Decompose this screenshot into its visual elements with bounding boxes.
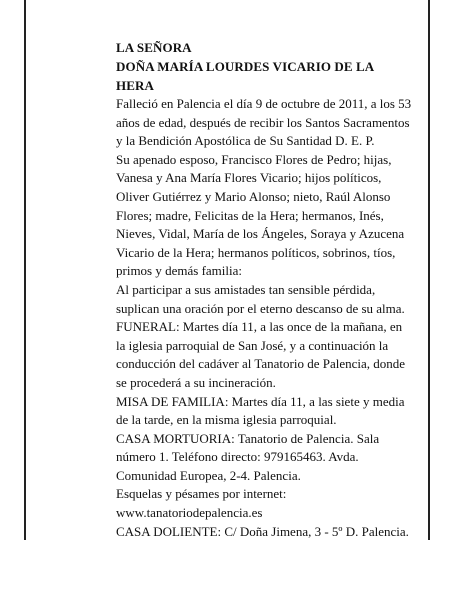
mortuary-details: CASA MORTUORIA: Tanatorio de Palencia. Sala número 1. Teléfono directo: 979165463. Avda. Comunidad Europea, 2-4. Palencia. (116, 430, 380, 483)
obituary-notice (116, 38, 412, 541)
family-mass-details: MISA DE FAMILIA: Martes día 11, a las siete y media de la tarde, en la misma iglesia parroquial. (116, 393, 405, 428)
title-line-2: DOÑA MARÍA LOURDES VICARIO DE LA HERA (116, 59, 374, 93)
funeral-details: FUNERAL: Martes día 11, a las once de la mañana, en la iglesia parroquial de San José, y a continuación la conducción del cadáver al Tanatorio de Palencia, donde se procederá a su incineración. (116, 319, 406, 390)
left-border-line (24, 0, 26, 540)
mourning-house-address: CASA DOLIENTE: C/ Doña Jimena, 3 - 5º D. Palencia. (116, 523, 409, 539)
online-condolences: Esquelas y pésames por internet: www.tanatoriodepalencia.es (116, 486, 287, 521)
prayer-request: Al participar a sus amistades tan sensible pérdida, suplican una oración por el eterno descanso de su alma. (116, 281, 405, 316)
title-line-1: LA SEÑORA (116, 40, 192, 55)
family-list: Su apenado esposo, Francisco Flores de Pedro; hijas, Vanesa y Ana María Flores Vicario; hijos políticos, Oliver Gutiérrez y Mario Alonso; nieto, Raúl Alonso Flores; madre, Felicitas de la Hera; hermanos, Inés, Nieves, Vidal, María de los Ángeles, Soraya y Azucena Vicario de la Hera; hermanos políticos, sobrinos, tíos, primos y demás familia: (116, 151, 405, 279)
deceased-heading (116, 38, 412, 95)
right-border-line (428, 0, 430, 540)
death-announcement: Falleció en Palencia el día 9 de octubre de 2011, a los 53 años de edad, después de recibir los Santos Sacramentos y la Bendición Apostólica de Su Santidad D. E. P. (116, 96, 412, 149)
